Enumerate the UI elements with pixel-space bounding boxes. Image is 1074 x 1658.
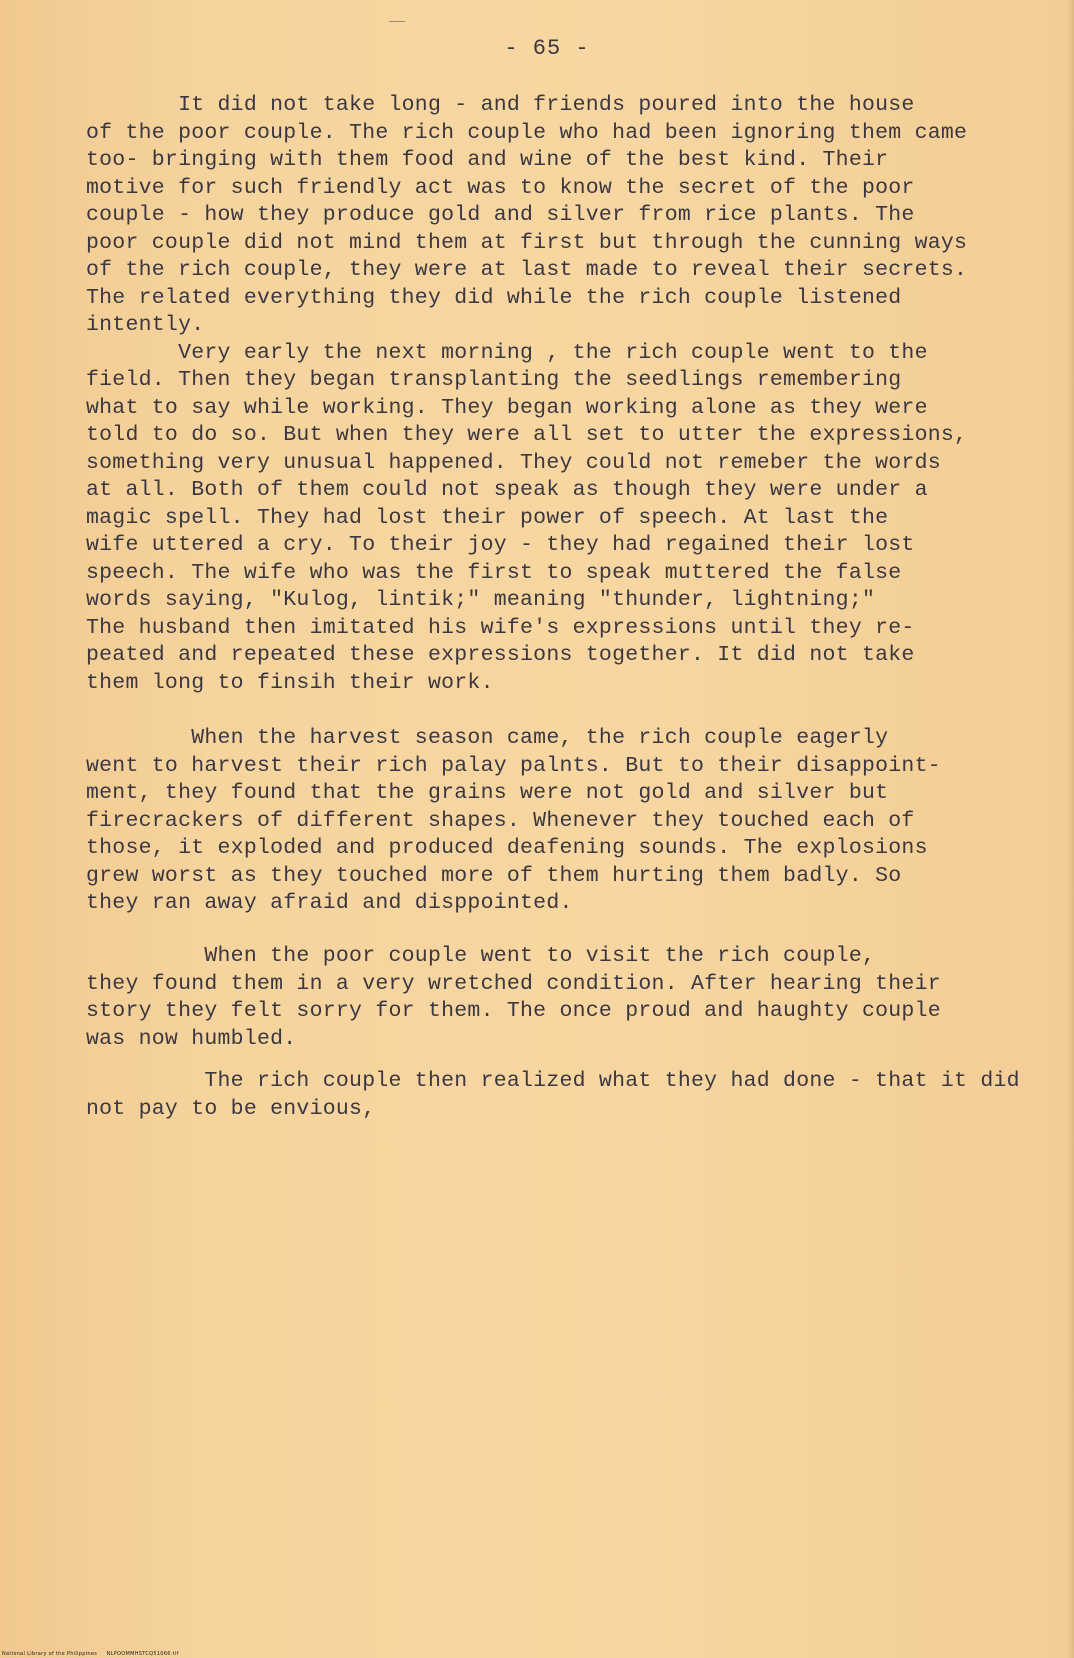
text-line: not pay to be envious, [86, 1096, 376, 1121]
text-line: Very early the next morning , the rich couple went to the [86, 340, 928, 365]
text-line: at all. Both of them could not speak as though they were under a [86, 478, 928, 502]
paragraph-3 [86, 943, 1006, 1053]
text-line: too- bringing with them food and wine of the best kind. Their [86, 148, 889, 172]
text-line: something very unusual happened. They could not remeber the words [86, 450, 941, 475]
text-line: motive for such friendly act was to know the secret of the poor [86, 175, 915, 200]
text-line: The related everything they did while the rich couple listened [86, 285, 902, 310]
text-line: they ran away afraid and disppointed. [86, 891, 573, 915]
text-line: magic spell. They had lost their power of speech. At last the [86, 505, 889, 530]
text-line: field. Then they began transplanting the seedlings remembering [86, 368, 902, 392]
text-line: The rich couple then realized what they had done - that it did [86, 1069, 1020, 1093]
text-line: When the harvest season came, the rich couple eagerly [86, 726, 889, 750]
text-line: speech. The wife who was the first to speak muttered the false [86, 560, 902, 585]
text-line: peated and repeated these expressions together. It did not take [86, 643, 915, 667]
archive-footer: National Library of the Philippines NLPOOMMHSTCQ51066.tif [2, 1651, 179, 1657]
text-line: wife uttered a cry. To their joy - they had regained their lost [86, 533, 915, 557]
page-edge-shadow [1068, 0, 1074, 1658]
text-line: of the poor couple. The rich couple who had been ignoring them came [86, 120, 968, 145]
text-line: The husband then imitated his wife's expressions until they re- [86, 615, 915, 640]
text-line: words saying, "Kulog, lintik;" meaning "thunder, lightning;" [86, 588, 876, 612]
paragraph-4 [86, 1068, 1020, 1123]
text-line: couple - how they produce gold and silver from rice plants. The [86, 203, 915, 227]
top-rule [389, 21, 405, 22]
text-line: ment, they found that the grains were not gold and silver but [86, 781, 889, 805]
text-line: It did not take long - and friends poured into the house [86, 93, 915, 117]
text-line: of the rich couple, they were at last made to reveal their secrets. [86, 258, 968, 282]
text-line: story they felt sorry for them. The once proud and haughty couple [86, 999, 941, 1023]
text-line: grew worst as they touched more of them hurting them badly. So [86, 863, 902, 888]
paragraph-2 [86, 725, 1006, 918]
text-line: intently. [86, 313, 205, 337]
page-number: - 65 - [504, 36, 590, 61]
paragraph-1 [86, 92, 1006, 697]
text-line: went to harvest their rich palay palnts. But to their disappoint- [86, 753, 941, 778]
text-line: them long to finsih their work. [86, 670, 494, 695]
text-line: was now humbled. [86, 1026, 297, 1051]
text-line: When the poor couple went to visit the rich couple, [86, 944, 876, 968]
text-line: they found them in a very wretched condition. After hearing their [86, 971, 941, 996]
text-line: firecrackers of different shapes. Whenever they touched each of [86, 808, 915, 833]
text-line: told to do so. But when they were all set to utter the expressions, [86, 423, 968, 447]
text-line: poor couple did not mind them at first but through the cunning ways [86, 230, 968, 255]
text-line: what to say while working. They began working alone as they were [86, 395, 928, 420]
text-line: those, it exploded and produced deafening sounds. The explosions [86, 836, 928, 860]
